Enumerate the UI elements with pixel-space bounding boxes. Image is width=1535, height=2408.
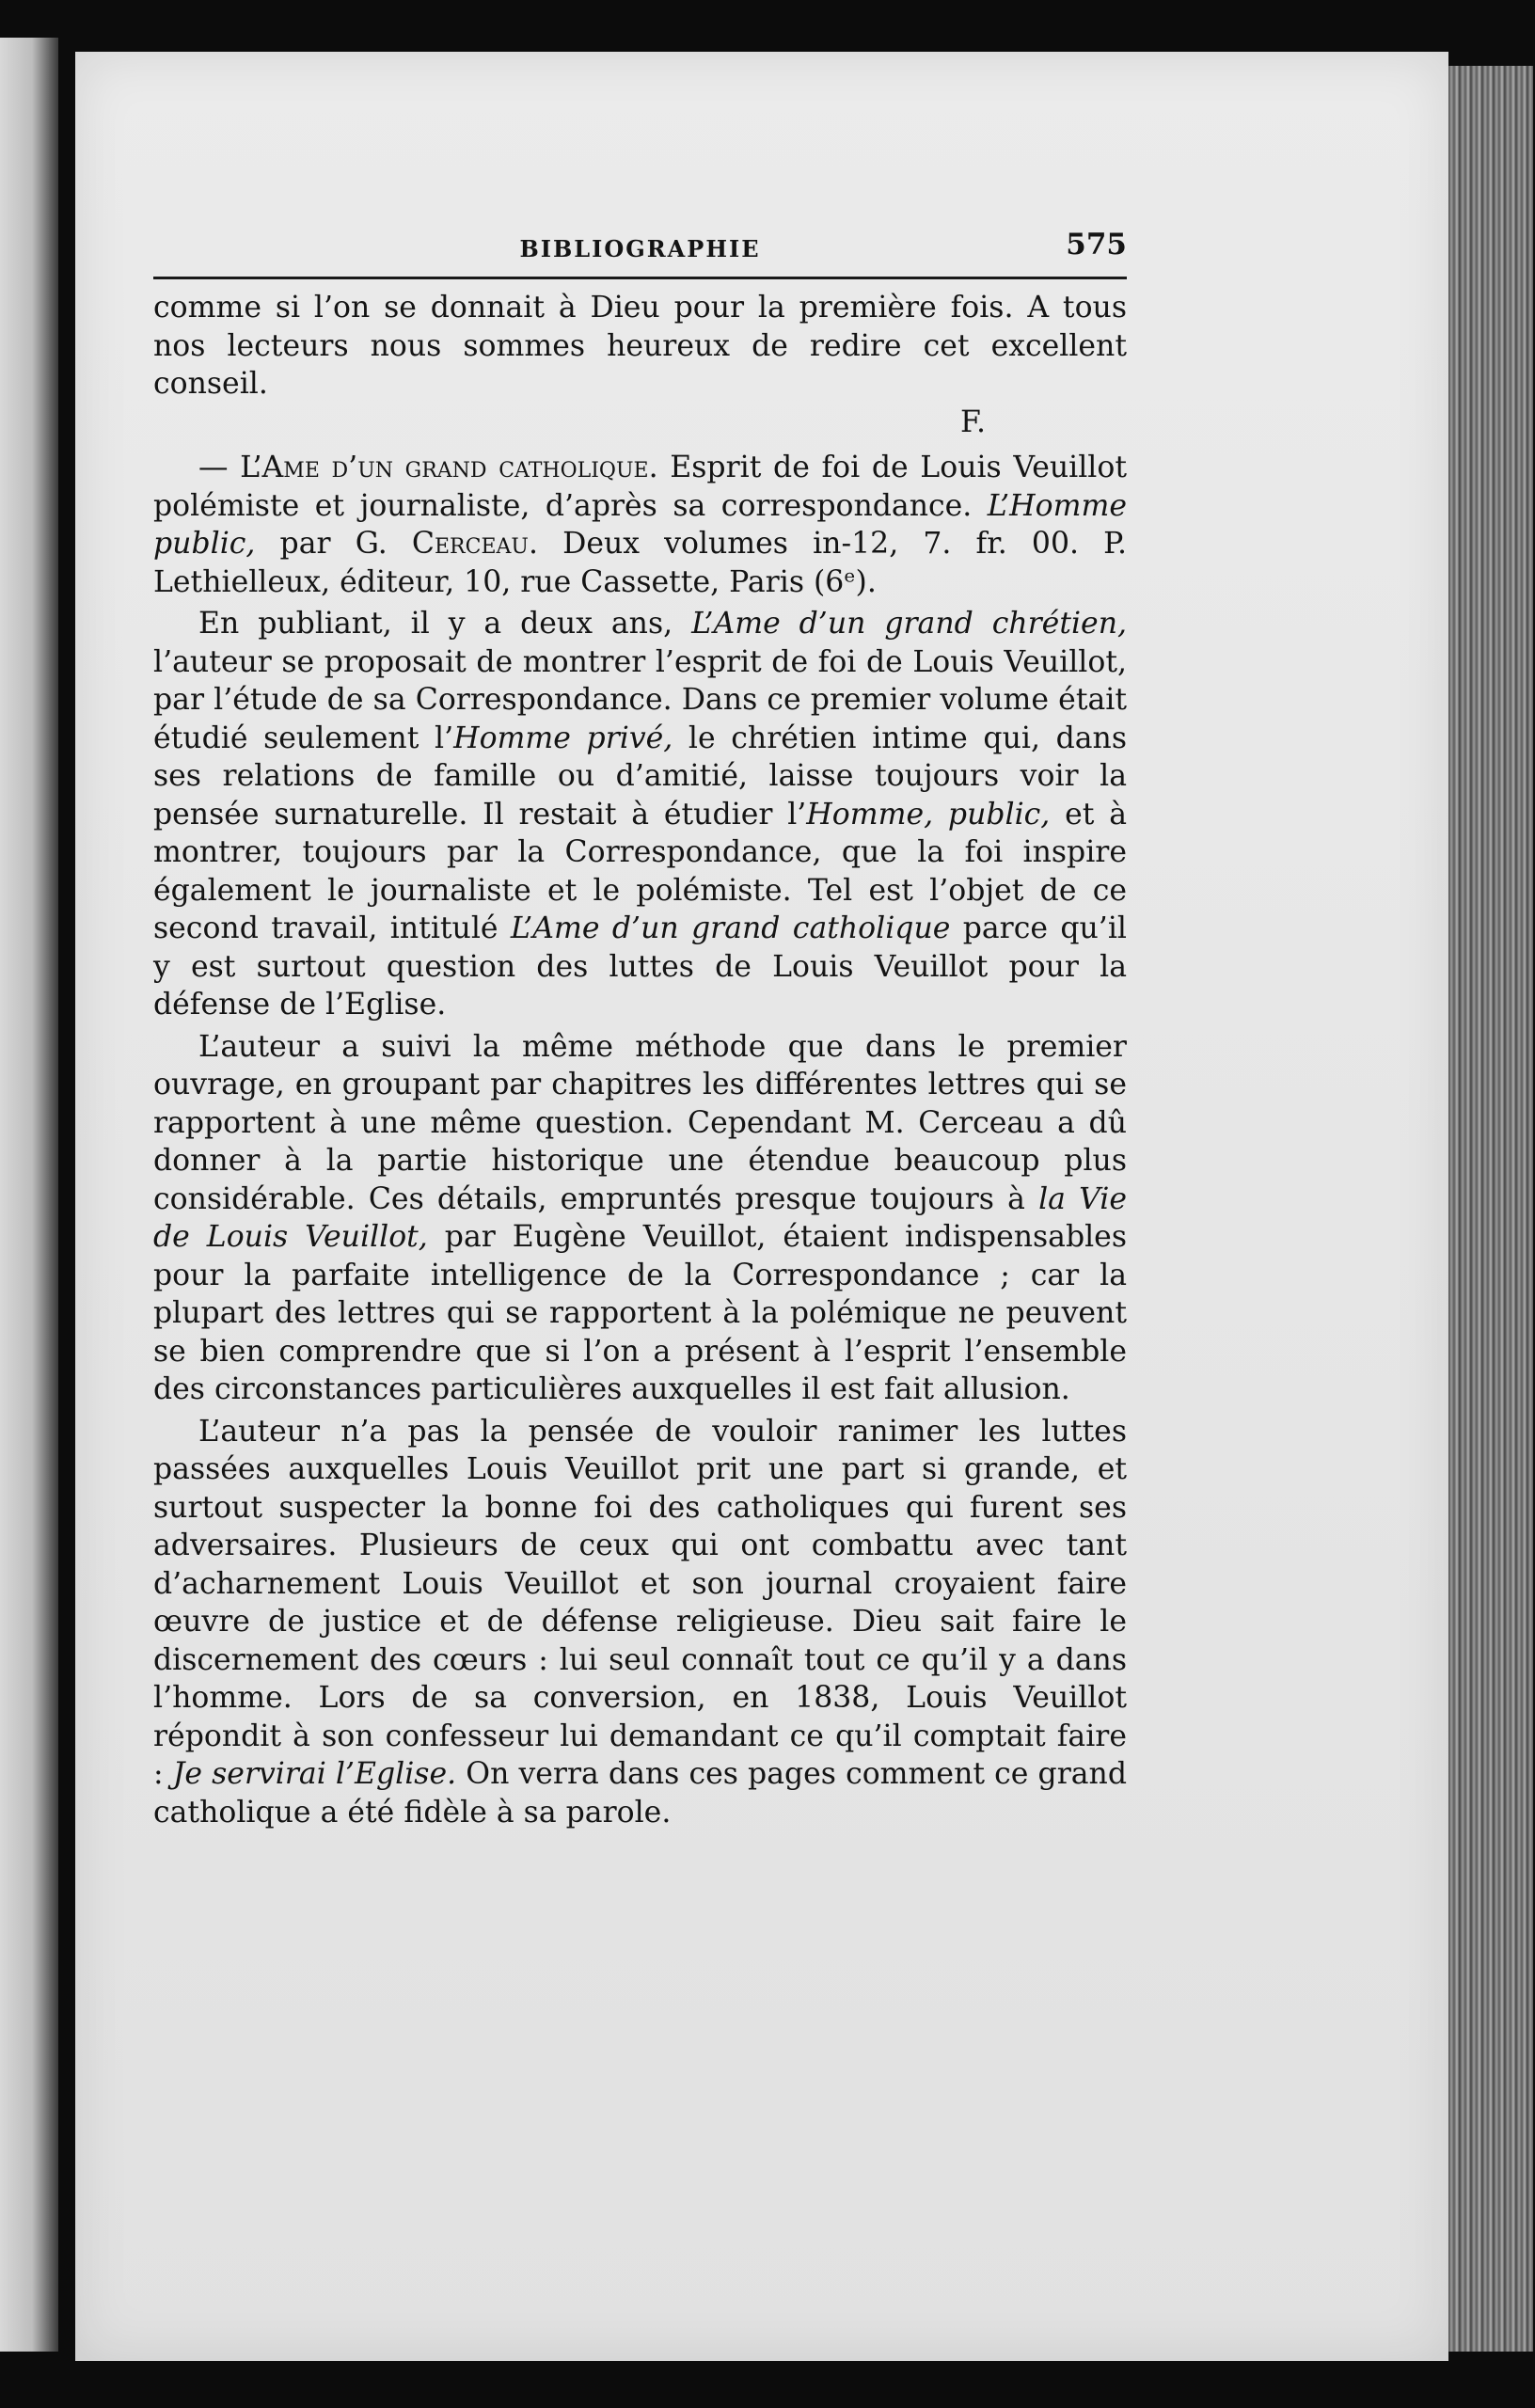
running-title: BIBLIOGRAPHIE <box>519 235 761 262</box>
italic-title: la Vie de Louis Veuillot, <box>153 1181 1127 1254</box>
entry-author-prefix: par G. <box>255 527 412 561</box>
text-run: par Eugène Veuillot, étaient indispensables pour la parfaite intelligence de la Correspondance ; car la plupart des lettres qui se rapportent à la polémique ne peuvent se bien comprendre que si l’on a présent à l’esprit l’ensemble des circonstances particulières auxquelles il est fait allusion. <box>153 1220 1127 1406</box>
paragraph <box>153 605 1127 1024</box>
page-text <box>153 228 1128 1831</box>
entry-subtitle: L’Homme public, <box>153 488 1127 561</box>
text-run: et à montrer, toujours par la Correspondance, que la foi inspire également le journaliste et le polémiste. Tel est l’objet de ce second travail, intitulé <box>153 797 1127 945</box>
page-stack-edge <box>1448 66 1533 2352</box>
entry-description: Esprit de foi de Louis Veuillot polémiste et journaliste, d’après sa correspondance. <box>153 451 1128 523</box>
text-run: L’auteur n’a pas la pensée de vouloir ranimer les luttes passées auxquelles Louis Veuillot prit une part si grande, et surtout suspecter la bonne foi des catholiques qui furent ses adversaires. Plusieurs de ceux qui ont combattu avec tant d’acharnement Louis Veuillot et son journal croyaient faire œuvre de justice et de défense religieuse. Dieu sait faire le discernement des cœurs : lui seul connaît tout ce qu’il y a dans l’homme. Lors de sa conversion, en 1838, Louis Veuillot répondit à son confesseur lui demandant ce qu’il comptait faire : <box>153 1414 1127 1791</box>
signature: F. <box>960 404 986 439</box>
left-page-edge <box>0 38 58 2352</box>
text-run: On verra dans ces pages comment ce grand catholique a été fidèle à sa parole. <box>153 1757 1127 1830</box>
entry-dash: — <box>198 451 241 484</box>
italic-quote: Je servirai l’Eglise. <box>172 1757 457 1791</box>
entry-title: L’Ame d’un grand catholique. <box>240 451 658 484</box>
paragraph-continued: comme si l’on se donnait à Dieu pour la première fois. A tous nos lecteurs nous sommes heureux de redire cet excellent conseil. <box>153 291 1127 401</box>
paragraph <box>153 1413 1127 1832</box>
text-run: parce qu’il y est surtout question des luttes de Louis Veuillot pour la défense de l’Eglise. <box>153 911 1127 1022</box>
entry-author: Cerceau. <box>411 527 538 561</box>
italic-title: L’Ame d’un grand chrétien, <box>691 607 1127 641</box>
text-run: l’auteur se proposait de montrer l’esprit de foi de Louis Veuillot, par l’étude de sa Correspondance. Dans ce premier volume était étudié seulement l’ <box>153 644 1127 755</box>
text-run: L’auteur a suivi la même méthode que dans le premier ouvrage, en groupant par chapitres les différentes lettres qui se rapportent à une même question. Cependant M. Cerceau a dû donner à la partie historique une étendue beaucoup plus considérable. Ces détails, empruntés presque toujours à <box>153 1029 1127 1216</box>
page-number: 575 <box>1066 228 1127 261</box>
bibliographic-entry <box>153 449 1127 601</box>
text-run: le chrétien intime qui, dans ses relations de famille ou d’amitié, laisse toujours voir la pensée surnaturelle. Il restait à étudier l’ <box>153 721 1127 832</box>
italic-term: Homme, public, <box>806 797 1051 832</box>
italic-title: L’Ame d’un grand catholique <box>510 911 951 945</box>
text-run: En publiant, il y a deux ans, <box>198 607 692 641</box>
entry-publication: Deux volumes in-12, 7. fr. 00. P. Lethielleux, éditeur, 10, rue Cassette, Paris (6ᵉ). <box>153 527 1127 599</box>
running-head <box>153 228 1127 279</box>
italic-term: Homme privé, <box>453 721 673 755</box>
paragraph <box>153 1028 1127 1409</box>
